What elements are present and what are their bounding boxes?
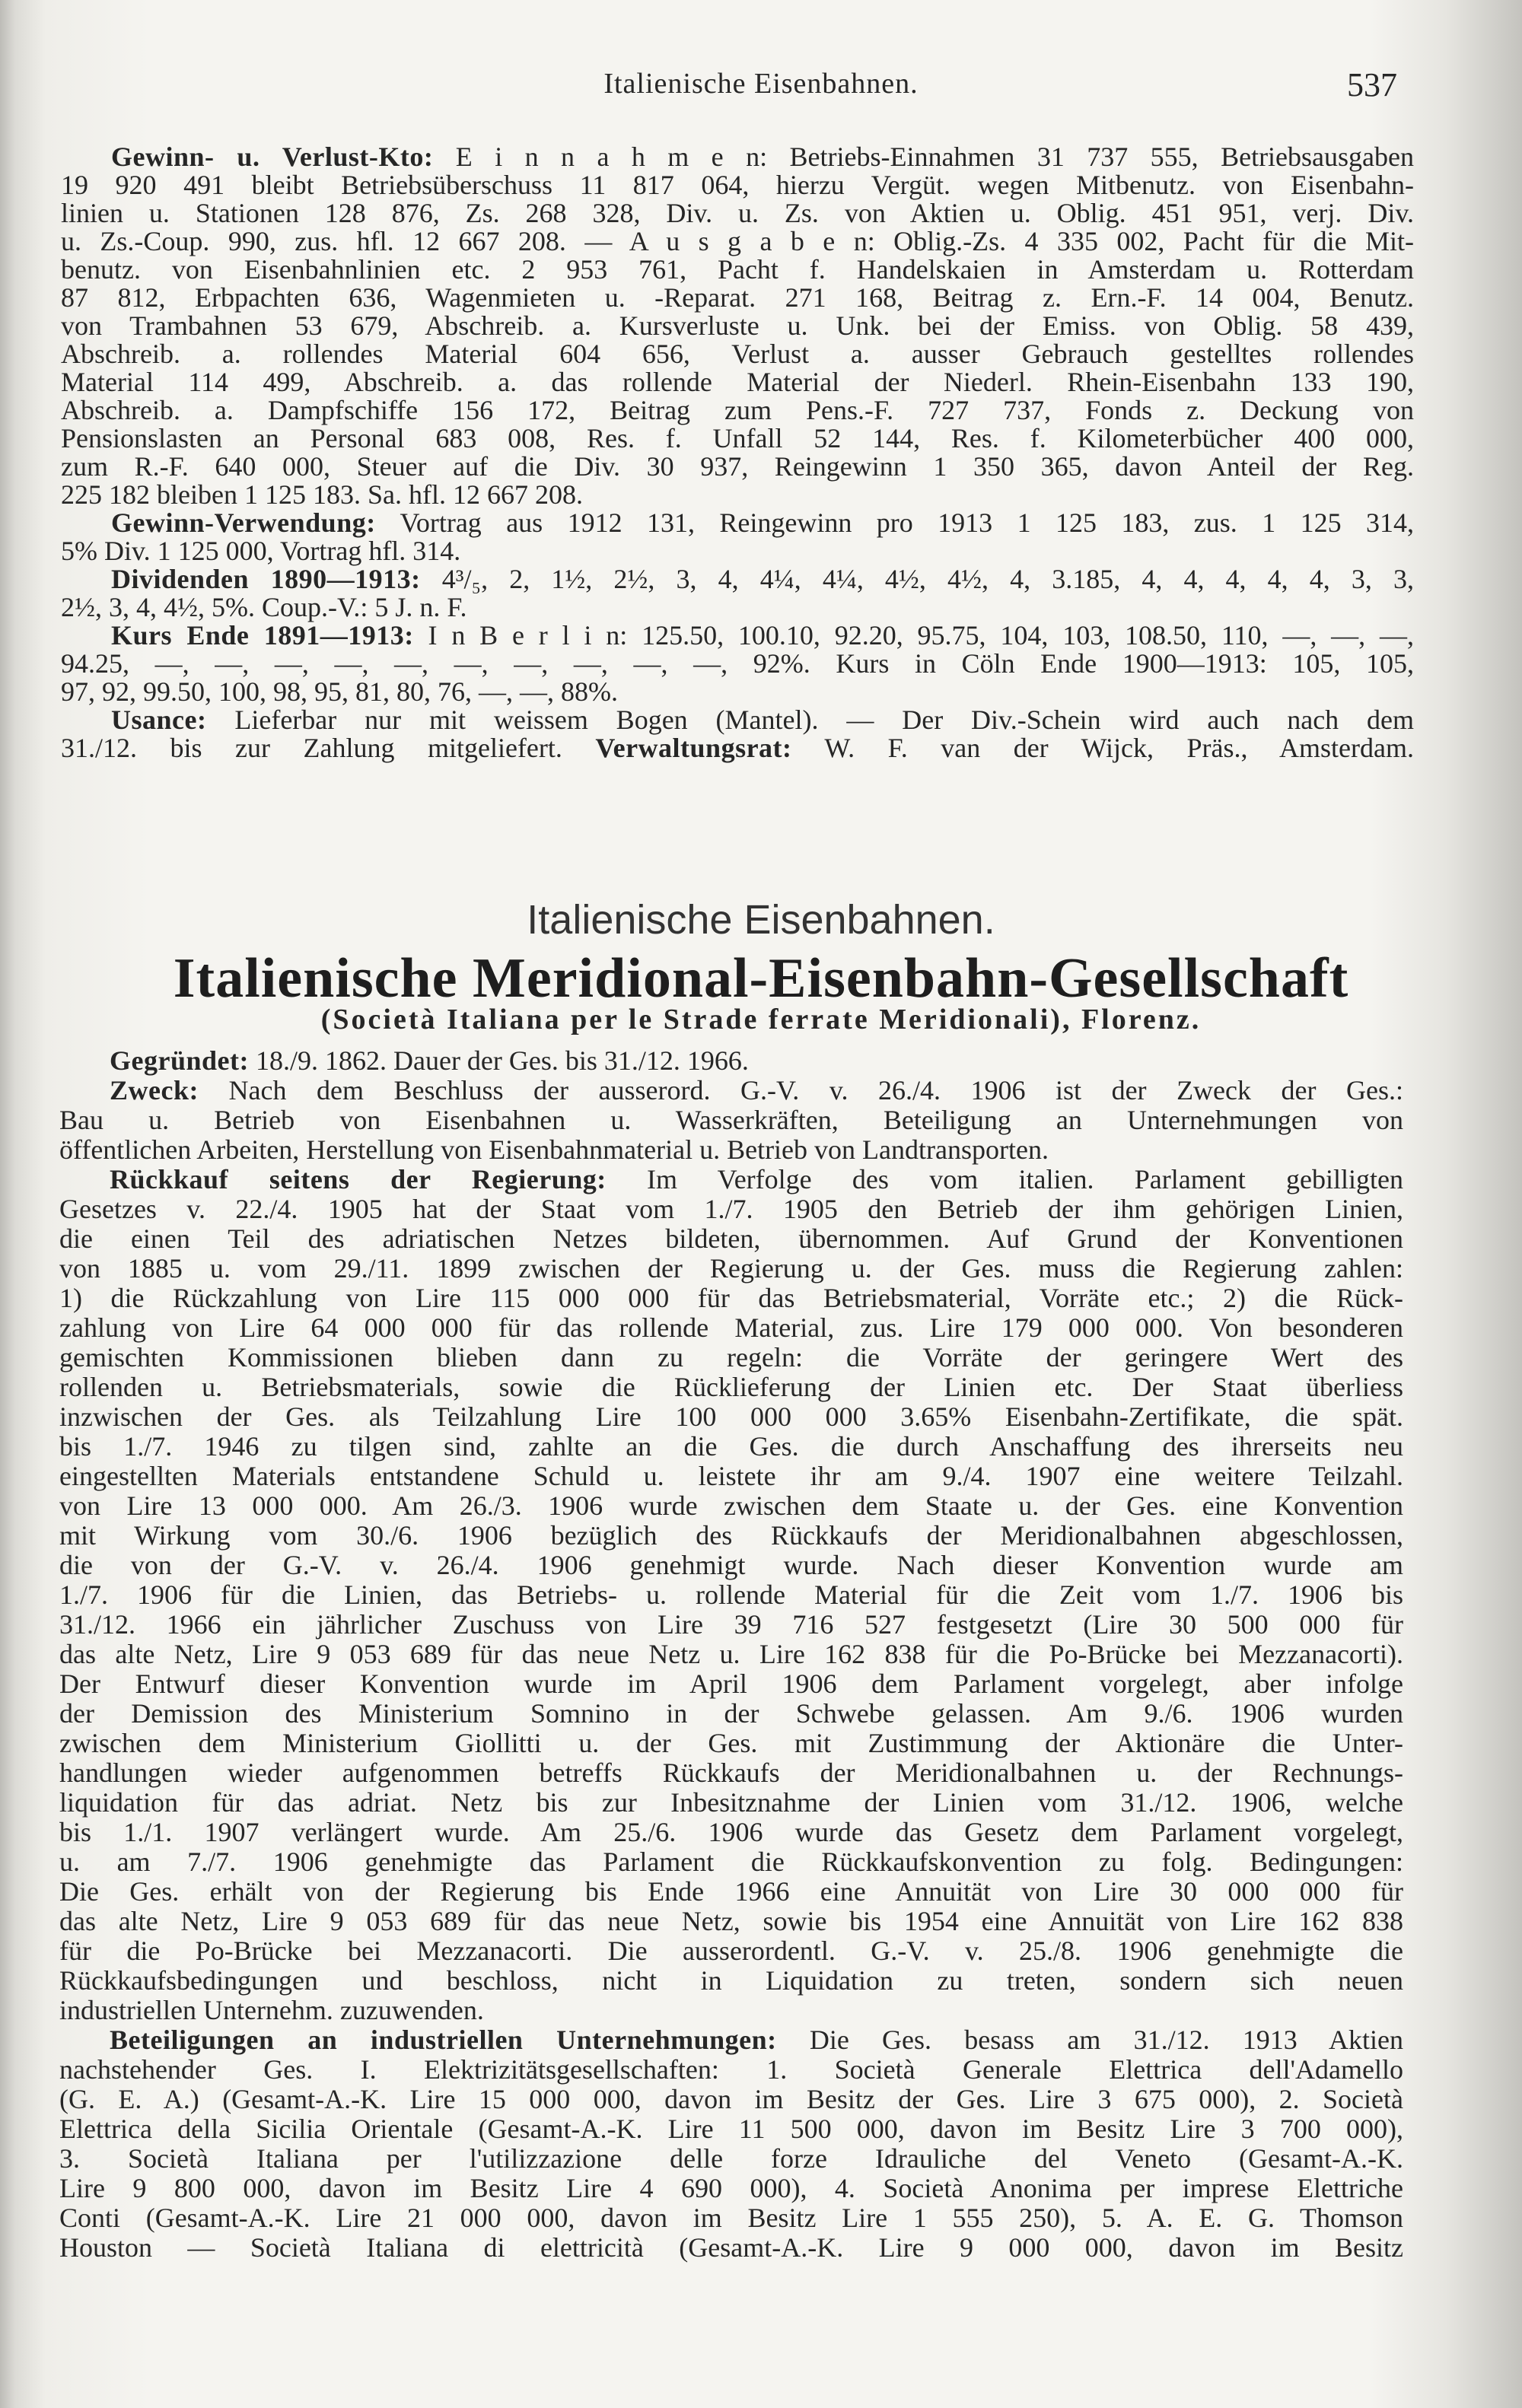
line-text: bis 1./1. 1907 verlängert wurde. Am 25./6. 1906 wurde das Gesetz dem Parlament vorgelegt, [59,1817,1403,1847]
paragraph [61,622,1414,706]
text-line [59,1877,1403,1907]
line-text: 87 812, Erbpachten 636, Wagenmieten u. -Reparat. 271 168, Beitrag z. Ern.-F. 14 004, Benutz. [61,282,1414,313]
company-title: Italienische Meridional-Eisenbahn-Gesellschaft [173,947,1349,1010]
paragraph [61,509,1414,565]
line-text: Bau u. Betrieb von Eisenbahnen u. Wasserkräften, Beteiligung an Unternehmungen von [59,1105,1403,1135]
line-text: inzwischen der Ges. als Teilzahlung Lire 100 000 000 3.65% Eisenbahn-Zertifikate, die spät. [59,1401,1403,1432]
line-text: Die Ges. erhält von der Regierung bis Ende 1966 eine Annuität von Lire 30 000 000 für [59,1876,1403,1907]
inline-label: Verwaltungsrat: [595,733,792,763]
line-text: 3. Società Italiana per l'utilizzazione delle forze Idrauliche del Veneto (Gesamt-A.-K. [59,2143,1403,2174]
line-text: Pensionslasten an Personal 683 008, Res. f. Unfall 52 144, Res. f. Kilometerbücher 400 000, [61,423,1414,453]
text-line [59,1907,1403,1936]
text-line [61,650,1414,678]
paragraph [59,2025,1403,2263]
text-line [59,1818,1403,1847]
line-text: 97, 92, 99.50, 100, 98, 95, 81, 80, 76, —, —, 88%. [61,676,618,707]
line-text: Abschreib. a. Dampfschiffe 156 172, Beitrag zum Pens.-F. 727 737, Fonds z. Deckung von [61,395,1414,425]
text-line [61,481,1414,509]
paragraph [61,706,1414,762]
text-line [59,1491,1403,1521]
text-line [59,1402,1403,1432]
text-line [61,143,1414,171]
paragraph-label: Kurs Ende 1891—1913: [111,620,414,651]
line-text: Material 114 499, Abschreib. a. das rollende Material der Niederl. Rhein-Eisenbahn 133 190, [61,367,1414,397]
text-line [61,734,1414,762]
line-text: das alte Netz, Lire 9 053 689 für das neue Netz, sowie bis 1954 eine Annuität von Lire 162 838 [59,1906,1403,1936]
line-text: W. F. van der Wijck, Präs., Amsterdam. [791,733,1415,763]
line-text: u. Zs.-Coup. 990, zus. hfl. 12 667 208. — A u s g a b e n: Oblig.-Zs. 4 335 002, Pacht für die Mit- [61,226,1414,256]
paragraph [59,1076,1403,1165]
line-text: u. am 7./7. 1906 genehmigte das Parlament die Rückkaufskonvention zu folg. Bedingungen: [59,1847,1403,1877]
section-heading: Italienische Eisenbahnen. [527,897,995,943]
paragraph-label: Gewinn- u. Verlust-Kto: [111,142,434,172]
text-line [59,2085,1403,2114]
line-text: Lieferbar nur mit weissem Bogen (Mantel). — Der Div.-Schein wird auch nach dem [234,705,1415,735]
text-line [59,1966,1403,1996]
line-text: gemischten Kommissionen blieben dann zu regeln: die Vorräte der geringere Wert des [59,1342,1403,1373]
text-line [61,706,1414,734]
text-line [59,2025,1403,2055]
text-line [61,256,1414,284]
line-text: Elettrica della Sicilia Orientale (Gesamt-A.-K. Lire 11 500 000, davon im Besitz Lire 3 700 000), [59,2114,1403,2144]
text-line [61,425,1414,453]
line-text: das alte Netz, Lire 9 053 689 für das neue Netz u. Lire 162 838 für die Po-Brücke bei Mezzanacorti). [59,1639,1403,1669]
text-line [59,2233,1403,2263]
line-text: 4³/₅, 2, 1½, 2½, 3, 4, 4¼, 4¼, 4½, 4½, 4, 3.185, 4, 4, 4, 4, 4, 3, 3, [441,564,1414,594]
text-line [59,1105,1403,1135]
text-line [59,1432,1403,1462]
text-line [61,171,1414,199]
text-line [59,1669,1403,1699]
line-text: handlungen wieder aufgenommen betreffs Rückkaufs der Meridionalbahnen u. der Rechnungs- [59,1757,1403,1788]
text-line [59,1551,1403,1580]
line-text: Abschreib. a. rollendes Material 604 656, Verlust a. ausser Gebrauch gestelltes rollendes [61,339,1414,369]
text-line [59,2203,1403,2233]
text-line [61,199,1414,227]
text-line [59,1788,1403,1818]
text-line [59,1610,1403,1640]
text-line [61,537,1414,565]
paragraph [61,565,1414,622]
line-text: Lire 9 800 000, davon im Besitz Lire 4 690 000), 4. Società Anonima per imprese Elettriche [59,2173,1403,2203]
line-text: nachstehender Ges. I. Elektrizitätsgesellschaften: 1. Società Generale Elettrica dell'Adamello [59,2054,1403,2085]
line-text: Nach dem Beschluss der ausserord. G.-V. v. 26./4. 1906 ist der Zweck der Ges.: [228,1075,1404,1105]
text-line [61,396,1414,425]
line-text: I n B e r l i n: 125.50, 100.10, 92.20, 95.75, 104, 103, 108.50, 110, —, —, —, [428,620,1414,651]
text-line [59,1462,1403,1491]
line-text: zwischen dem Ministerium Giollitti u. der Ges. mit Zustimmung der Aktionäre die Unter- [59,1728,1403,1758]
text-line [59,1640,1403,1669]
line-text: Im Verfolge des vom italien. Parlament gebilligten [647,1164,1404,1194]
text-line [59,1580,1403,1610]
paragraph [59,1046,1403,1076]
line-text: 1) die Rückzahlung von Lire 115 000 000 für das Betriebsmaterial, Vorräte etc.; 2) die Rück- [59,1283,1403,1313]
line-text: zahlung von Lire 64 000 000 für das rollende Material, zus. Lire 179 000 000. Von besonderen [59,1312,1403,1343]
line-text: Die Ges. besass am 31./12. 1913 Aktien [809,2025,1404,2055]
line-text: eingestellten Materials entstandene Schuld u. leistete ihr am 9./4. 1907 eine weitere Teilzahl. [59,1461,1403,1491]
line-text: 5% Div. 1 125 000, Vortrag hfl. 314. [61,536,461,566]
paragraph-label: Gewinn-Verwendung: [111,507,376,538]
line-text: von Trambahnen 53 679, Abschreib. a. Kursverluste u. Unk. bei der Emiss. von Oblig. 58 439, [61,310,1414,341]
line-text: Conti (Gesamt-A.-K. Lire 21 000 000, davon im Besitz Lire 1 555 250), 5. A. E. G. Thomson [59,2203,1403,2233]
text-line [61,678,1414,706]
line-text: 31./12. bis zur Zahlung mitgeliefert. [61,733,596,763]
company-subtitle: (Società Italiana per le Strade ferrate Meridionali), Florenz. [320,1004,1202,1035]
line-text: die einen Teil des adriatischen Netzes bildeten, übernommen. Auf Grund der Konventionen [59,1223,1403,1254]
line-text: Der Entwurf dieser Konvention wurde im April 1906 dem Parlament vorgelegt, aber infolge [59,1668,1403,1699]
line-text: rollenden u. Betriebsmaterials, sowie die Rücklieferung der Linien etc. Der Staat überliess [59,1372,1403,1402]
text-line [59,2174,1403,2203]
text-line [59,1699,1403,1729]
paragraph-label: Rückkauf seitens der Regierung: [110,1164,607,1194]
text-line [59,1165,1403,1194]
paragraph-label: Beteiligungen an industriellen Unternehmungen: [110,2025,777,2055]
text-line [59,1936,1403,1966]
line-text: 225 182 bleiben 1 125 183. Sa. hfl. 12 667 208. [61,479,583,510]
line-text: zum R.-F. 640 000, Steuer auf die Div. 30 937, Reingewinn 1 350 365, davon Anteil der Reg. [61,451,1414,482]
paragraph-label: Gegründet: [110,1045,249,1076]
line-text: bis 1./7. 1946 zu tilgen sind, zahlte an die Ges. die durch Anschaffung des ihrerseits neu [59,1431,1403,1462]
text-line [61,509,1414,537]
section-niederl-eisenbahn-financials [61,143,1414,762]
line-text: linien u. Stationen 128 876, Zs. 268 328, Div. u. Zs. von Aktien u. Oblig. 451 951, verj. Div. [61,198,1414,228]
text-line [61,340,1414,368]
text-line [61,284,1414,312]
text-line [59,1224,1403,1254]
text-line [59,1343,1403,1373]
running-head [0,67,1522,113]
line-text: von 1885 u. vom 29./11. 1899 zwischen der Regierung u. der Ges. muss die Regierung zahlen: [59,1253,1403,1284]
line-text: Rückkaufsbedingungen und beschloss, nicht in Liquidation zu treten, sondern sich neuen [59,1965,1403,1996]
text-line [61,565,1414,593]
text-line [59,1521,1403,1551]
text-line [61,593,1414,622]
page-number: 537 [1347,66,1397,103]
text-line [59,1313,1403,1343]
paragraph-label: Zweck: [110,1075,199,1105]
line-text: industriellen Unternehm. zuzuwenden. [59,1995,484,2025]
text-line [61,453,1414,481]
line-text: liquidation für das adriat. Netz bis zur Inbesitznahme der Linien vom 31./12. 1906, welche [59,1787,1403,1818]
line-text: Gesetzes v. 22./4. 1905 hat der Staat vom 1./7. 1905 den Betrieb der ihm gehörigen Linien, [59,1194,1403,1224]
text-line [61,368,1414,396]
text-line [59,1135,1403,1165]
text-line [59,2114,1403,2144]
text-line [59,1996,1403,2025]
line-text: 18./9. 1862. Dauer der Ges. bis 31./12. 1966. [255,1045,749,1076]
line-text: benutz. von Eisenbahnlinien etc. 2 953 761, Pacht f. Handelskaien in Amsterdam u. Rotterdam [61,254,1414,285]
line-text: 1./7. 1906 für die Linien, das Betriebs- u. rollende Material für die Zeit vom 1./7. 1906 bis [59,1579,1403,1610]
line-text: E i n n a h m e n: Betriebs-Einnahmen 31 737 555, Betriebsausgaben [455,142,1414,172]
text-line [59,1194,1403,1224]
line-text: 2½, 3, 4, 4½, 5%. Coup.-V.: 5 J. n. F. [61,592,467,622]
line-text: öffentlichen Arbeiten, Herstellung von Eisenbahnmaterial u. Betrieb von Landtransporten. [59,1134,1049,1165]
line-text: für die Po-Brücke bei Mezzanacorti. Die ausserordentl. G.-V. v. 25./8. 1906 genehmigte die [59,1936,1403,1966]
paragraph-label: Dividenden 1890—1913: [111,564,421,594]
line-text: mit Wirkung vom 30./6. 1906 bezüglich des Rückkaufs der Meridionalbahnen abgeschlossen, [59,1520,1403,1551]
text-line [59,2055,1403,2085]
text-line [59,1373,1403,1402]
text-line [59,1729,1403,1758]
paragraph [59,1165,1403,2025]
paragraph [61,143,1414,509]
line-text: von Lire 13 000 000. Am 26./3. 1906 wurde zwischen dem Staate u. der Ges. eine Konvention [59,1490,1403,1521]
text-line [59,1758,1403,1788]
text-line [59,1284,1403,1313]
text-line [61,227,1414,256]
running-title: Italienische Eisenbahnen. [603,68,919,100]
text-line [59,2144,1403,2174]
line-text: Houston — Società Italiana di elettricità (Gesamt-A.-K. Lire 9 000 000, davon im Besitz [59,2232,1403,2263]
text-line [61,622,1414,650]
line-text: Vortrag aus 1912 131, Reingewinn pro 1913 1 125 183, zus. 1 125 314, [400,507,1415,538]
text-line [61,312,1414,340]
text-line [59,1046,1403,1076]
line-text: 94.25, —, —, —, —, —, —, —, —, —, —, 92%. Kurs in Cöln Ende 1900—1913: 105, 105, [61,648,1414,679]
line-text: der Demission des Ministerium Somnino in der Schwebe gelassen. Am 9./6. 1906 wurden [59,1698,1403,1729]
line-text: die von der G.-V. v. 26./4. 1906 genehmigt wurde. Nach dieser Konvention wurde am [59,1550,1403,1580]
paragraph-label: Usance: [111,705,207,735]
text-line [59,1254,1403,1284]
text-line [59,1076,1403,1105]
line-text: (G. E. A.) (Gesamt-A.-K. Lire 15 000 000, davon im Besitz der Ges. Lire 3 675 000), 2. Società [59,2084,1403,2114]
company-entry-body [59,1046,1403,2263]
text-line [59,1847,1403,1877]
line-text: 31./12. 1966 ein jährlicher Zuschuss von Lire 39 716 527 festgesetzt (Lire 30 500 000 für [59,1609,1403,1640]
line-text: 19 920 491 bleibt Betriebsüberschuss 11 817 064, hierzu Vergüt. wegen Mitbenutz. von Eisenbahn- [61,170,1414,200]
